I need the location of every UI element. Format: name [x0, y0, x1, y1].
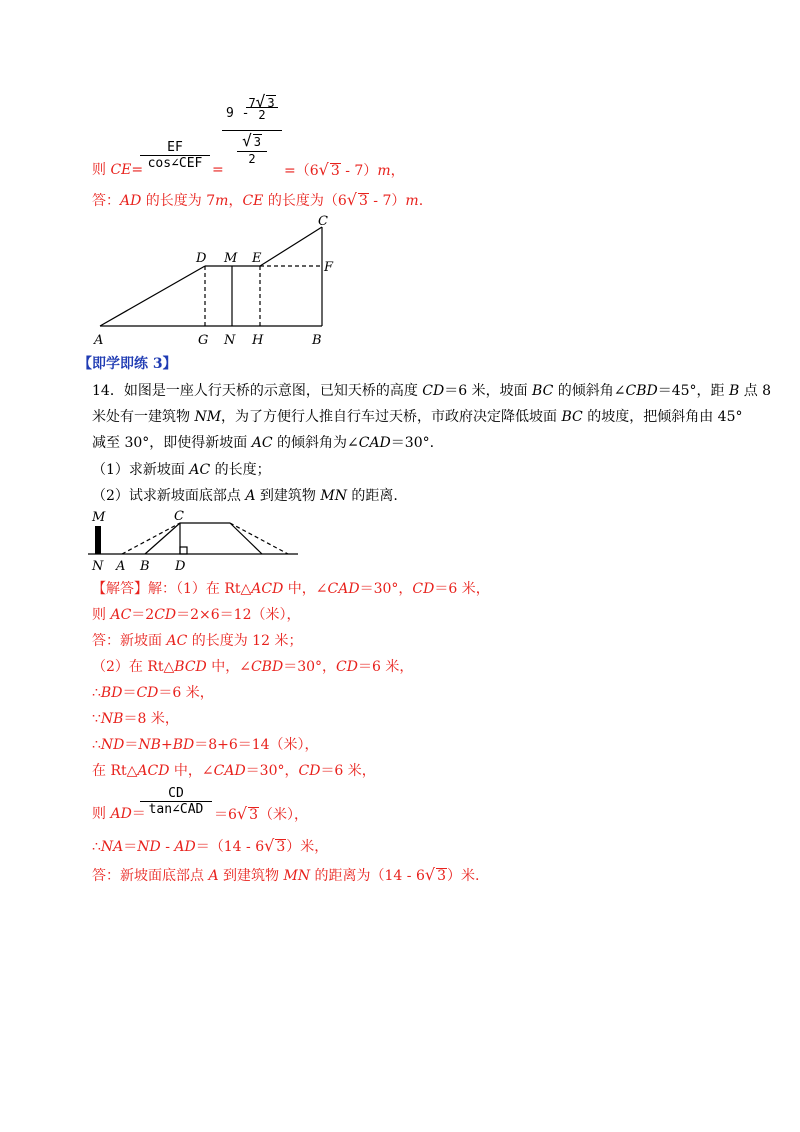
fig1-label-E: E	[252, 251, 262, 266]
fig2-label-D: D	[175, 559, 186, 574]
solution-line-8: 在 Rt△ACD 中，∠CAD＝30°，CD＝6 米，	[92, 763, 376, 779]
fig2-right-angle	[180, 547, 187, 554]
ce-fraction: EF cos∠CEF	[140, 140, 210, 171]
q14-part-1: （1）求新坡面 AC 的长度；	[92, 462, 271, 478]
ce-line-result: =（6√ 3 - 7）m，	[284, 160, 405, 179]
fig1-label-M: M	[224, 251, 238, 266]
ad-fraction: CD tan∠CAD	[140, 786, 212, 817]
fig2-building-MN	[95, 526, 101, 554]
solution-line-2: 则 AC＝2CD＝2×6＝12（米），	[92, 607, 301, 623]
fig1-label-N: N	[224, 333, 236, 348]
fig1-label-F: F	[324, 260, 334, 275]
figure-1	[0, 214, 800, 354]
fig1-label-H: H	[252, 333, 264, 348]
fig1-slope-EC	[260, 227, 322, 266]
solution-line-1: 【解答】解：（1）在 Rt△ACD 中，∠CAD＝30°，CD＝6 米，	[92, 581, 490, 597]
q14-line-3: 减至 30°，即使得新坡面 AC 的倾斜角为∠CAD＝30°.	[92, 435, 435, 451]
compound-fraction	[222, 92, 282, 166]
ce-line-eq2: =	[212, 162, 224, 178]
fig1-label-B: B	[312, 333, 322, 348]
q14-line-2: 米处有一建筑物 NM，为了方便行人推自行车过天桥，市政府决定降低坡面 BC 的坡度，把倾斜角由 45°	[92, 409, 743, 425]
solution-line-6: ∵NB＝8 米，	[92, 711, 179, 727]
fig2-label-C: C	[174, 509, 184, 524]
fig1-label-G: G	[198, 333, 209, 348]
figure-2	[0, 508, 800, 574]
fig2-slope-BC	[145, 523, 180, 554]
solution-line-9: 则 AD＝	[92, 806, 146, 822]
compound-denominator: √ 3 2	[222, 131, 282, 166]
solution-line-7: ∴ND＝NB+BD＝8+6＝14（米），	[92, 737, 319, 753]
solution-line-10: ∴NA＝ND - AD＝（14 - 6√ 3）米，	[92, 836, 329, 855]
ce-line: 则 CE=	[92, 162, 144, 178]
solution-line-5: ∴BD＝CD＝6 米，	[92, 685, 214, 701]
solution-line-9-result: ＝6√ 3（米），	[214, 804, 309, 823]
fig2-label-A: A	[116, 559, 126, 574]
q14-line-1: 14．如图是一座人行天桥的示意图，已知天桥的高度 CD＝6 米，坡面 BC 的倾斜角∠CBD＝45°，距 B 点 8	[92, 383, 772, 399]
q14-part-2: （2）试求新坡面底部点 A 到建筑物 MN 的距离.	[92, 488, 398, 504]
solution-line-3: 答：新坡面 AC 的长度为 12 米；	[92, 633, 303, 649]
fig2-label-N: N	[92, 559, 104, 574]
answer-line-1: 答：AD 的长度为 7m，CE 的长度为（6√ 3 - 7）m.	[92, 190, 424, 209]
fig2-dashed-right	[230, 523, 288, 554]
inner-fraction: 7√ 3 2	[246, 92, 278, 122]
fig1-label-D: D	[196, 251, 207, 266]
fig1-label-C: C	[318, 214, 328, 229]
compound-numerator: 9 - 7√ 3 2	[222, 92, 282, 130]
solution-line-4: （2）在 Rt△BCD 中，∠CBD＝30°，CD＝6 米，	[92, 659, 414, 675]
fig1-label-A: A	[94, 333, 104, 348]
solution-line-11: 答：新坡面底部点 A 到建筑物 MN 的距离为（14 - 6√ 3）米.	[92, 865, 480, 884]
fig1-slope-AD	[100, 266, 205, 326]
fig2-label-B: B	[140, 559, 150, 574]
fig2-slope-right	[230, 523, 262, 554]
section-title: 【即学即练 3】	[78, 356, 177, 372]
fig2-label-M: M	[92, 510, 106, 525]
